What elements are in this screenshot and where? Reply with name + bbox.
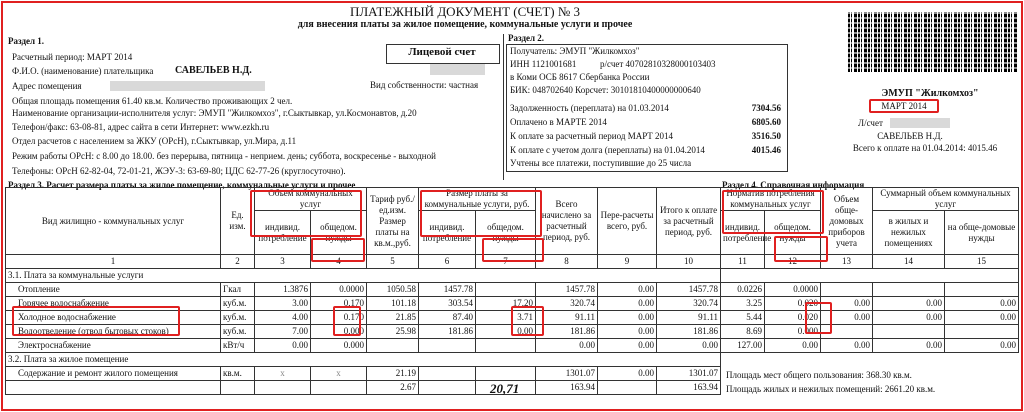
cell: 181.86 [419, 325, 476, 339]
stub-month-highlight [869, 99, 939, 113]
column-number: 12 [765, 255, 821, 269]
cell: 1301.07 [536, 367, 598, 381]
payments-note: Учтены все платежи, поступившие до 25 числа [510, 158, 692, 168]
cell: 0.00 [598, 325, 657, 339]
cell: 0.0000 [311, 283, 367, 297]
column-number: 6 [419, 255, 476, 269]
unit: куб.м. [221, 311, 255, 325]
ownership-type: Вид собственности: частная [370, 80, 479, 90]
stub-account-redacted [890, 118, 950, 128]
cell: 101.18 [367, 297, 419, 311]
table-row [6, 339, 721, 353]
cell: 0.00 [765, 339, 821, 353]
column-number: 3 [255, 255, 311, 269]
header-payment: Размер платы за коммунальные услуги, руб. [419, 188, 536, 211]
header-indiv: индивид. потребление [255, 211, 311, 255]
service-name: Горячее водоснабжение [6, 297, 221, 311]
header-common: общедом. нужды [311, 211, 367, 255]
cell: 1457.78 [657, 283, 721, 297]
unit: Гкал [221, 283, 255, 297]
cell: 1.3876 [255, 283, 311, 297]
highlight-norm-values [805, 302, 832, 334]
header-tariff: Тариф руб./ед.изм. Размер платы на кв.м.,руб. [367, 188, 419, 255]
cell: 0.00 [255, 339, 311, 353]
header-residential: в жилых и нежилых помещениях [873, 211, 945, 255]
highlight-hot-cold-water [12, 306, 180, 336]
cell: 163.94 [657, 381, 721, 395]
stub-total: Всего к оплате на 01.04.2014: 4015.46 [852, 143, 998, 153]
highlight-volume [250, 190, 362, 237]
cell: 0.00 [536, 339, 598, 353]
cell: 0.00 [821, 311, 873, 325]
cell [821, 283, 873, 297]
balance-row-value: 3516.50 [751, 131, 781, 141]
column-number: 11 [721, 255, 765, 269]
header-indiv: индивид. потребление [721, 211, 765, 255]
cell [311, 381, 367, 395]
cell [873, 325, 945, 339]
cell: 0.00 [598, 367, 657, 381]
address-label: Адрес помещения [12, 81, 82, 91]
cell: 25.98 [367, 325, 419, 339]
cell: x [255, 367, 311, 381]
section2-heading: Раздел 2. [508, 33, 545, 43]
cell [419, 367, 476, 381]
service-name: Холодное водоснабжение [6, 311, 221, 325]
header-sum: Суммарный объем коммунальных услуг [873, 188, 1019, 211]
service-name: Содержание и ремонт жилого помещения [6, 367, 221, 381]
service-name [6, 381, 221, 395]
cell: 3.25 [721, 297, 765, 311]
cell: 0.000 [311, 325, 367, 339]
cell: 0.0226 [721, 283, 765, 297]
cell: 0.00 [873, 339, 945, 353]
header-common: общедом. нужды [476, 211, 536, 255]
table-row [721, 339, 1019, 353]
stub-org: ЭМУП "Жилкомхоз" [881, 88, 979, 99]
section1-heading: Раздел 1. [8, 36, 45, 46]
header-indiv: индивид. потребление [419, 211, 476, 255]
bik: БИК: 048702640 Корсчет: 30101810400000000640 [510, 85, 701, 95]
header-common-house: на обще-домовые нужды [945, 211, 1019, 255]
cell: 0.170 [311, 297, 367, 311]
payer-label: Ф.И.О. (наименование) плательщика [12, 66, 154, 76]
column-number: 15 [945, 255, 1019, 269]
cell [598, 381, 657, 395]
table-row [721, 311, 1019, 325]
header-devices: Объем обще-домовых приборов учета [821, 188, 873, 255]
bank: в Коми ОСБ 8617 Сбербанка России [510, 72, 650, 82]
cell [476, 339, 536, 353]
column-number: 10 [657, 255, 721, 269]
group-housing: 3.2. Плата за жилое помещение [6, 353, 721, 367]
cell [945, 283, 1019, 297]
cell [945, 325, 1019, 339]
table-row [721, 325, 1019, 339]
highlight-volume-values [333, 306, 361, 336]
highlight-payment [420, 190, 542, 237]
cell [419, 381, 476, 395]
cell: 0.00 [598, 339, 657, 353]
org-info: Наименование организации-исполнителя услуг: ЭМУП "Жилкомхоз", г.Сыктывкар, ул.Космонавтов, д.20 [12, 108, 417, 118]
cell: 0.00 [657, 339, 721, 353]
cell: 0.00 [945, 297, 1019, 311]
table-row [6, 283, 721, 297]
cell: 0.00 [821, 297, 873, 311]
inn: ИНН 1121001681 [510, 59, 577, 69]
highlight-payment-values [511, 306, 544, 336]
stub-payer-name: САВЕЛЬЕВ Н.Д. [877, 131, 943, 141]
unit: кВт/ч [221, 339, 255, 353]
account-number-redacted [430, 64, 485, 75]
cell [476, 283, 536, 297]
cell: 0.00 [598, 283, 657, 297]
cell [419, 339, 476, 353]
column-number: 4 [311, 255, 367, 269]
handwritten-note: 20,71 [490, 381, 520, 396]
billing-period: Расчетный период: МАРТ 2014 [12, 52, 133, 62]
header-common: общедом. нужды [765, 211, 821, 255]
table-row [721, 297, 1019, 311]
balance-row-label: Задолженность (переплата) на 01.03.2014 [510, 103, 669, 113]
cell [873, 283, 945, 297]
settlement-account: р/счет 40702810328000103403 [600, 59, 716, 69]
column-number: 14 [873, 255, 945, 269]
cell: 21.85 [367, 311, 419, 325]
section4-heading: Раздел 4. Справочная информация [722, 180, 865, 190]
cell: 0.00 [476, 325, 536, 339]
cell: 3.71 [476, 311, 536, 325]
cell: 7.00 [255, 325, 311, 339]
cell: 0.00 [945, 339, 1019, 353]
document-subtitle: для внесения платы за жилое помещение, коммунальные услуги и прочее [297, 19, 633, 30]
table-row [6, 367, 721, 381]
header-total: Всего начислено за расчетный период, руб. [536, 188, 598, 255]
cell: 0.000 [311, 339, 367, 353]
cell: 163.94 [536, 381, 598, 395]
charges-table [5, 187, 721, 395]
cell: 3.00 [255, 297, 311, 311]
unit: куб.м. [221, 325, 255, 339]
cell: 320.74 [657, 297, 721, 311]
header-unit: Ед. изм. [221, 188, 255, 255]
stub-month: МАРТ 2014 [881, 101, 927, 111]
cell: x [311, 367, 367, 381]
service-name: Водоотведение (отвод бытовых стоков) [6, 325, 221, 339]
unit [221, 381, 255, 395]
highlight-common-col [311, 238, 365, 262]
cell: 0.020 [765, 311, 821, 325]
address-redacted [110, 81, 265, 91]
cell: 8.69 [721, 325, 765, 339]
header-service: Вид жилищно - коммунальных услуг [6, 188, 221, 255]
cell: 1301.07 [657, 367, 721, 381]
cell: 181.86 [657, 325, 721, 339]
document-title: ПЛАТЕЖНЫЙ ДОКУМЕНТ (СЧЕТ) № 3 [349, 4, 581, 19]
cell: 181.86 [536, 325, 598, 339]
cell: 91.11 [536, 311, 598, 325]
cell [367, 339, 419, 353]
cell: 0.00 [821, 339, 873, 353]
highlight-payment-common [482, 238, 544, 262]
cell: 1457.78 [536, 283, 598, 297]
cell: 1050.58 [367, 283, 419, 297]
cell: 1457.78 [419, 283, 476, 297]
hours-info: Режим работы ОРсН: с 8.00 до 18.00. без перерыва, пятница - неприем. день; суббота, воскресенье - выходной [12, 151, 436, 161]
balance-row-value: 7304.56 [751, 103, 781, 113]
column-number: 9 [598, 255, 657, 269]
balance-row-value: 4015.46 [751, 145, 781, 155]
cell: 0.000 [765, 325, 821, 339]
balance-row-label: К оплате с учетом долга (переплаты) на 01.04.2014 [510, 145, 705, 155]
column-number: 5 [367, 255, 419, 269]
recipient: Получатель: ЭМУП "Жилкомхоз" [510, 46, 640, 56]
column-number: 1 [6, 255, 221, 269]
cell: 0.00 [598, 311, 657, 325]
cell: 2.67 [367, 381, 419, 395]
section3-heading: Раздел 3. Расчет размера платы за жилое помещение, коммунальные услуги и прочее [8, 180, 356, 190]
phone-info: Телефон/факс: 63-08-81, адрес сайта в сети Интернет: www.ezkh.ru [12, 122, 270, 132]
column-number: 8 [536, 255, 598, 269]
table-row [721, 283, 1019, 297]
cell [255, 381, 311, 395]
unit: кв.м. [221, 367, 255, 381]
service-name: Отопление [6, 283, 221, 297]
cell: 127.00 [721, 339, 765, 353]
barcode-overlay [848, 12, 1018, 72]
cell: 87.40 [419, 311, 476, 325]
highlight-norm-common [774, 236, 828, 262]
phones-info: Телефоны: ОРсН 62-82-04, 72-01-21, ЖЭУ-3: 63-69-80; ЦДС 62-77-26 (круглосуточно). [12, 166, 346, 176]
stub-account-label: Л/счет [858, 118, 883, 128]
cell: 320.74 [536, 297, 598, 311]
cell: 0.00 [945, 311, 1019, 325]
payer-name: САВЕЛЬЕВ Н.Д. [175, 65, 252, 76]
highlight-norm [722, 190, 824, 234]
dept-info: Отдел расчетов с населением за ЖКУ (ОРсН), г.Сыктывкар, ул.Мира, д.11 [12, 136, 297, 146]
area-info: Общая площадь помещения 61.40 кв.м. Количество проживающих 2 чел. [12, 96, 293, 106]
cell: 0.00 [873, 297, 945, 311]
header-recalc: Пере-расчеты всего, руб. [598, 188, 657, 255]
cell: 5.44 [721, 311, 765, 325]
header-volume: Объем коммунальных услуг [255, 188, 367, 211]
header-itogo: Итого к оплате за расчетный период, руб. [657, 188, 721, 255]
header-norm: Норматив потребления коммунальных услуг [721, 188, 821, 211]
cell: 0.00 [598, 297, 657, 311]
cell: 91.11 [657, 311, 721, 325]
cell: 0.170 [311, 311, 367, 325]
cell: 4.00 [255, 311, 311, 325]
cell: 17.20 [476, 297, 536, 311]
common-area: Площадь мест общего пользования: 368.30 кв.м. [726, 370, 912, 380]
cell: 21.19 [367, 367, 419, 381]
cell: 0.0000 [765, 283, 821, 297]
cell [476, 367, 536, 381]
cell: 303.54 [419, 297, 476, 311]
cell: 0.00 [873, 311, 945, 325]
balance-row-label: Оплачено в МАРТЕ 2014 [510, 117, 607, 127]
unit: куб.м. [221, 297, 255, 311]
divider [503, 34, 504, 180]
column-number: 13 [821, 255, 873, 269]
table-row [6, 381, 721, 395]
column-number: 2 [221, 255, 255, 269]
account-label: Лицевой счет [408, 46, 476, 58]
balance-row-label: К оплате за расчетный период МАРТ 2014 [510, 131, 674, 141]
service-name: Электроснабжение [6, 339, 221, 353]
residential-area: Площадь жилых и нежилых помещений: 2661.20 кв.м. [726, 384, 936, 394]
group-utilities: 3.1. Плата за коммунальные услуги [6, 269, 721, 283]
cell: 0.020 [765, 297, 821, 311]
column-number: 7 [476, 255, 536, 269]
balance-row-value: 6805.60 [751, 117, 781, 127]
